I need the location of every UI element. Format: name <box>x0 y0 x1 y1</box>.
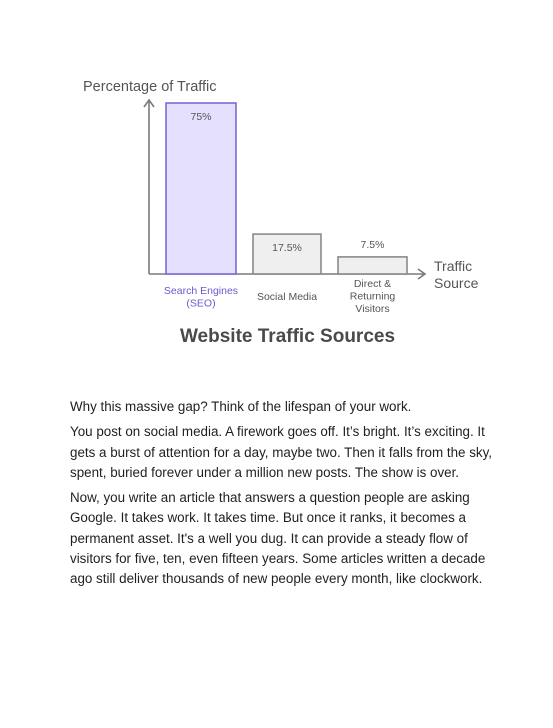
paragraph-1: Why this massive gap? Think of the lifespan of your work. <box>70 399 412 414</box>
category-label-3: Returning <box>349 290 396 303</box>
category-label-2: Social Media <box>256 291 318 303</box>
category-label-1: Search Engines <box>163 285 239 297</box>
value-label-1: 75% <box>190 111 212 123</box>
bar-3 <box>338 257 407 274</box>
x-axis-label-line: Traffic <box>434 258 473 274</box>
paragraph-2: You post on social media. A firework goes off. It’s bright. It’s exciting. It gets a burst of attention for a day, maybe two. Then it falls from the sky, spent, buried forever under a million new posts. The show is over. <box>70 424 493 480</box>
value-label-2: 17.5% <box>272 242 302 255</box>
value-label-3: 7.5% <box>360 238 385 251</box>
category-label-3: Direct & <box>353 278 392 290</box>
category-label-3: Visitors <box>355 303 390 315</box>
category-label-1: (SEO) <box>186 297 216 310</box>
paragraph-3: Now, you write an article that answers a question people are asking Google. It takes work. It takes time. But once it ranks, it becomes a permanent asset. It's a well you dug. It can provide a steady flow of visitors for five, ten, even fifteen years. Some articles written a decade ago still deliver thousands of new people every month, like clockwork. <box>70 490 486 587</box>
chart-title: Website Traffic Sources <box>179 326 396 347</box>
y-axis-label: Percentage of Traffic <box>83 79 217 95</box>
bar-1 <box>166 103 236 274</box>
article-body <box>70 397 495 595</box>
x-axis-label-line: Source <box>434 275 479 291</box>
bar-chart <box>0 0 553 320</box>
